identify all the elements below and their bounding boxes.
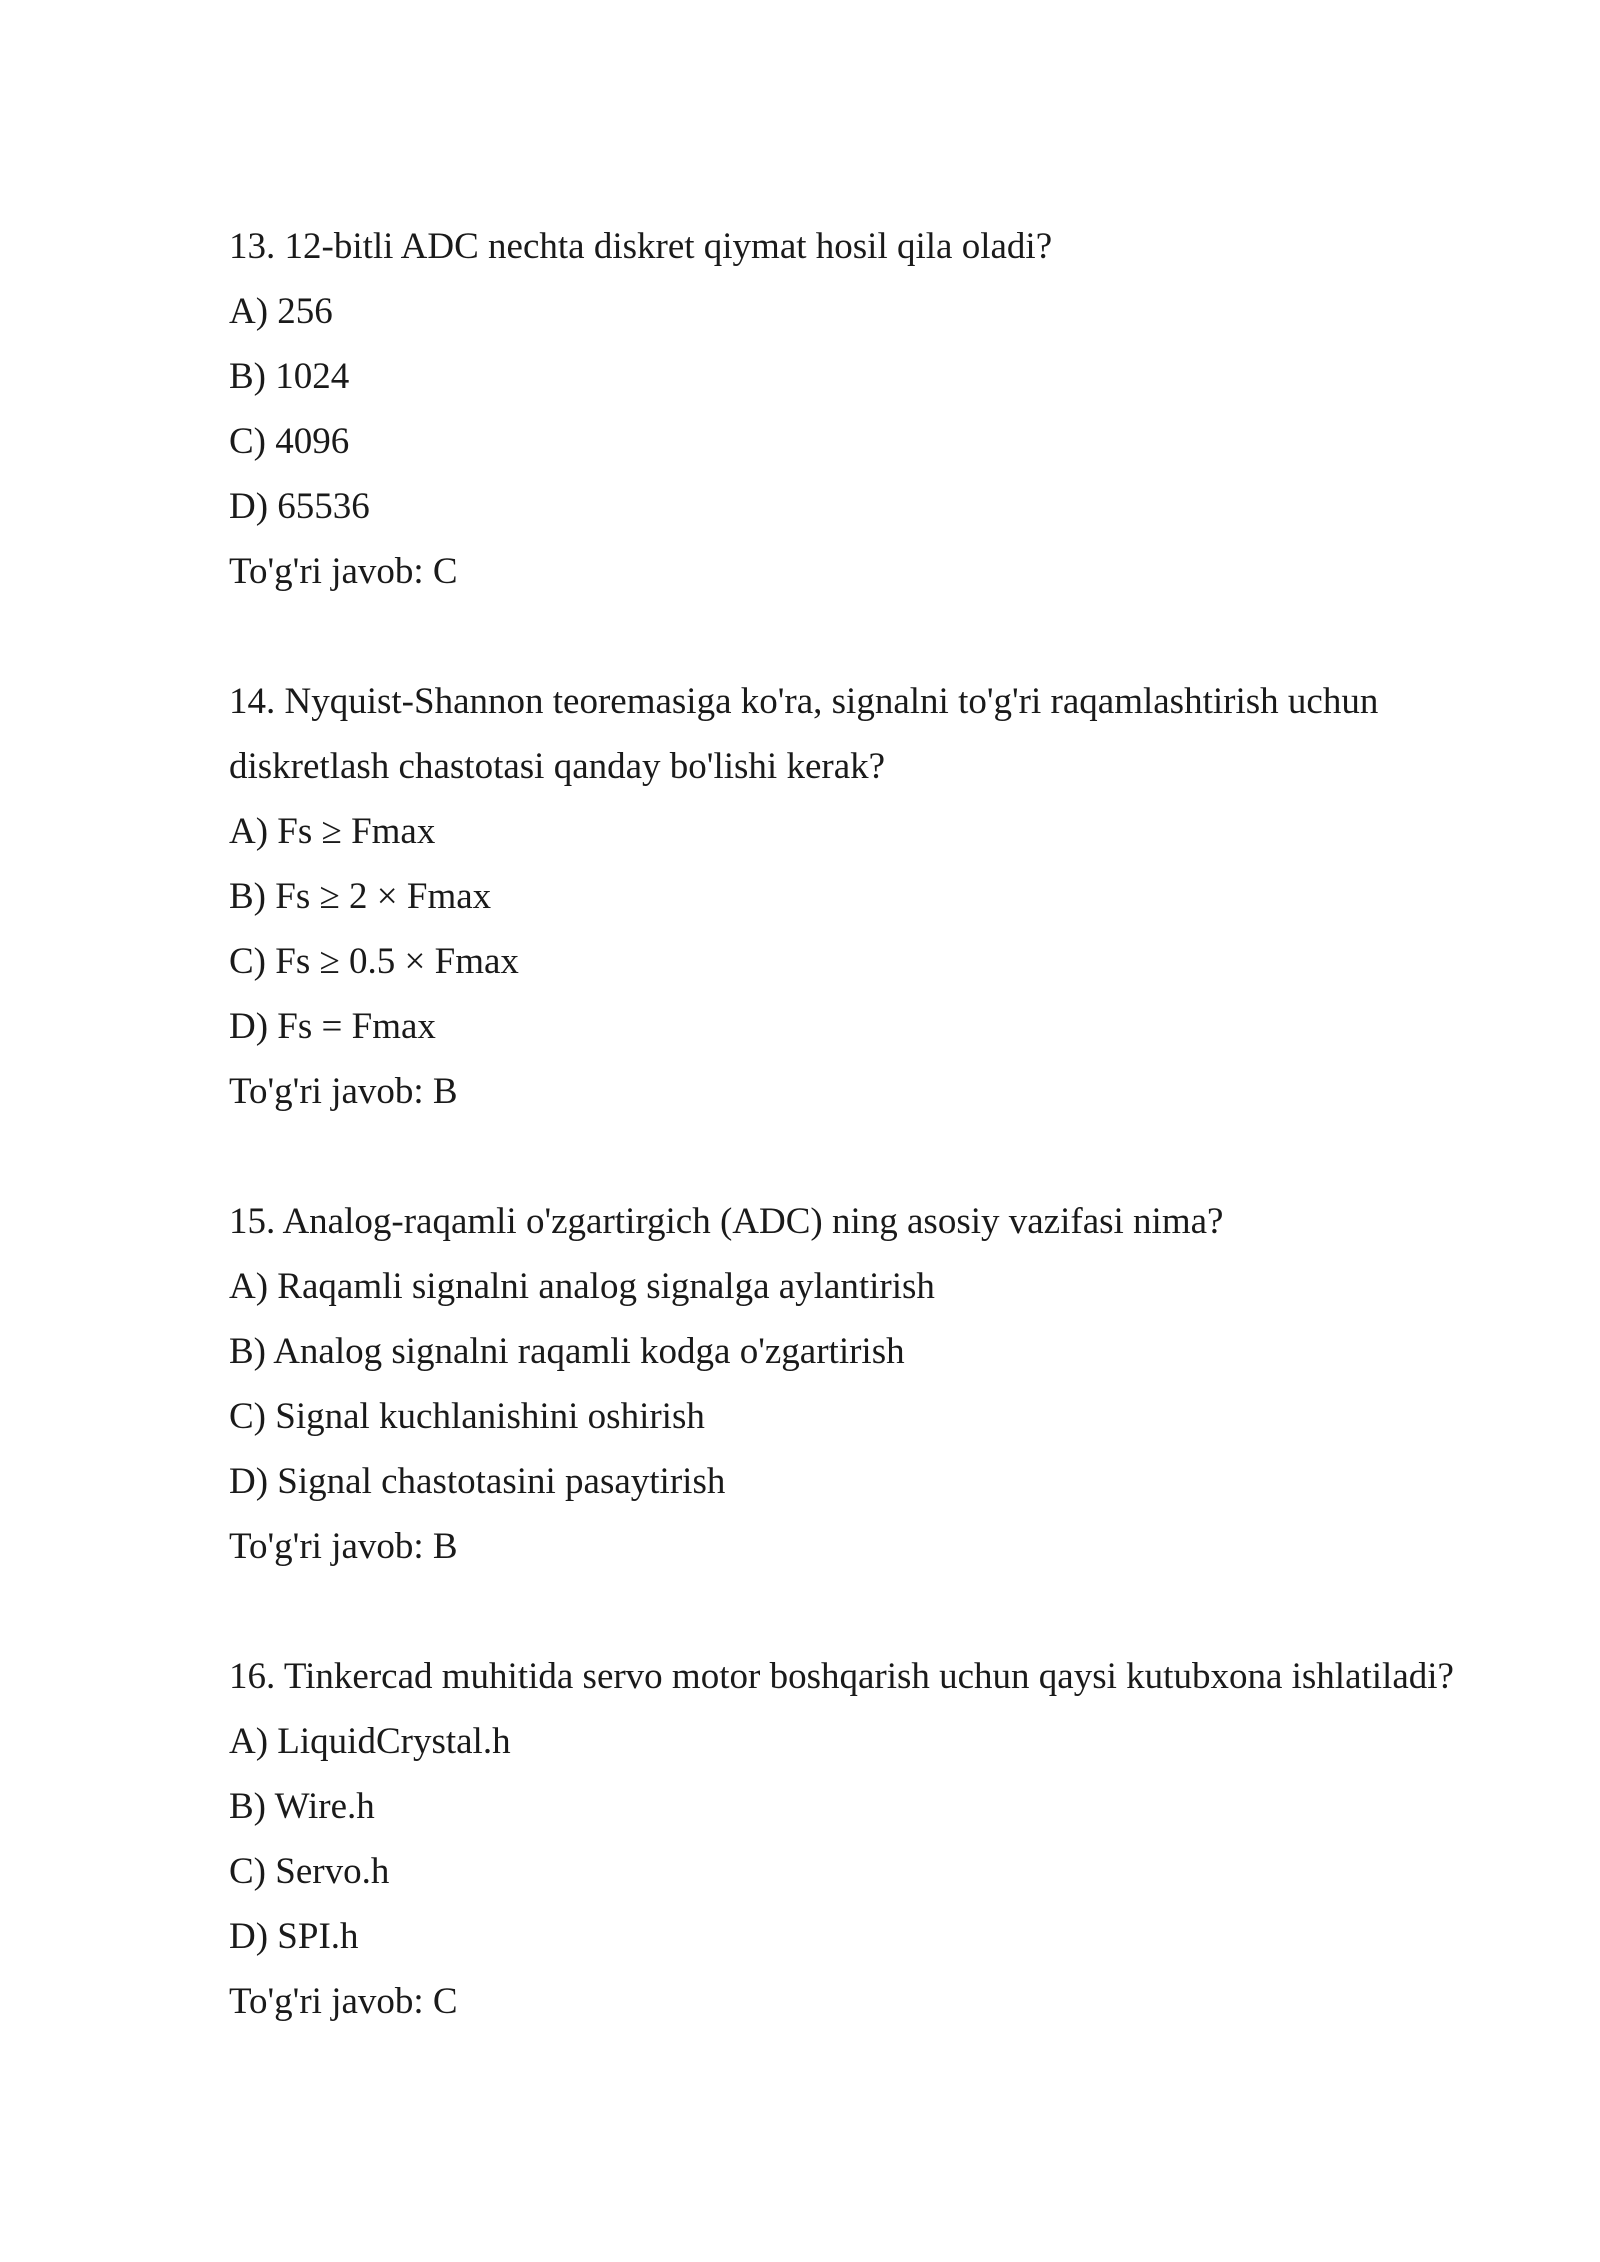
question-13 — [229, 214, 1529, 604]
question-text: 13. 12-bitli ADC nechta diskret qiymat hosil qila oladi? — [229, 226, 1053, 267]
correct-answer: To'g'ri javob: C — [229, 551, 458, 592]
option-d: D) SPI.h — [229, 1916, 359, 1957]
option-a: A) Raqamli signalni analog signalga aylantirish — [229, 1266, 935, 1307]
option-b: B) Analog signalni raqamli kodga o'zgartirish — [229, 1331, 905, 1372]
correct-answer: To'g'ri javob: B — [229, 1526, 458, 1567]
option-b: B) 1024 — [229, 356, 350, 397]
option-a: A) LiquidCrystal.h — [229, 1721, 511, 1762]
question-text: 16. Tinkercad muhitida servo motor boshqarish uchun qaysi kutubxona ishlatiladi? — [229, 1656, 1454, 1697]
correct-answer: To'g'ri javob: C — [229, 1981, 458, 2022]
option-c: C) Signal kuchlanishini oshirish — [229, 1396, 705, 1437]
question-16 — [229, 1644, 1529, 2034]
document-content — [229, 214, 1529, 2099]
question-14 — [229, 669, 1529, 1124]
option-d: D) Signal chastotasini pasaytirish — [229, 1461, 726, 1502]
option-d: D) Fs = Fmax — [229, 1006, 436, 1047]
option-a: A) 256 — [229, 291, 333, 332]
option-b: B) Fs ≥ 2 × Fmax — [229, 876, 492, 917]
question-text: 15. Analog-raqamli o'zgartirgich (ADC) ning asosiy vazifasi nima? — [229, 1201, 1224, 1242]
question-text: 14. Nyquist-Shannon teoremasiga ko'ra, signalni to'g'ri raqamlashtirish uchun diskretlash chastotasi qanday bo'lishi kerak? — [229, 681, 1388, 787]
question-15 — [229, 1189, 1529, 1579]
option-c: C) 4096 — [229, 421, 350, 462]
option-d: D) 65536 — [229, 486, 370, 527]
option-a: A) Fs ≥ Fmax — [229, 811, 436, 852]
option-c: C) Servo.h — [229, 1851, 390, 1892]
option-c: C) Fs ≥ 0.5 × Fmax — [229, 941, 519, 982]
option-b: B) Wire.h — [229, 1786, 375, 1827]
correct-answer: To'g'ri javob: B — [229, 1071, 458, 1112]
